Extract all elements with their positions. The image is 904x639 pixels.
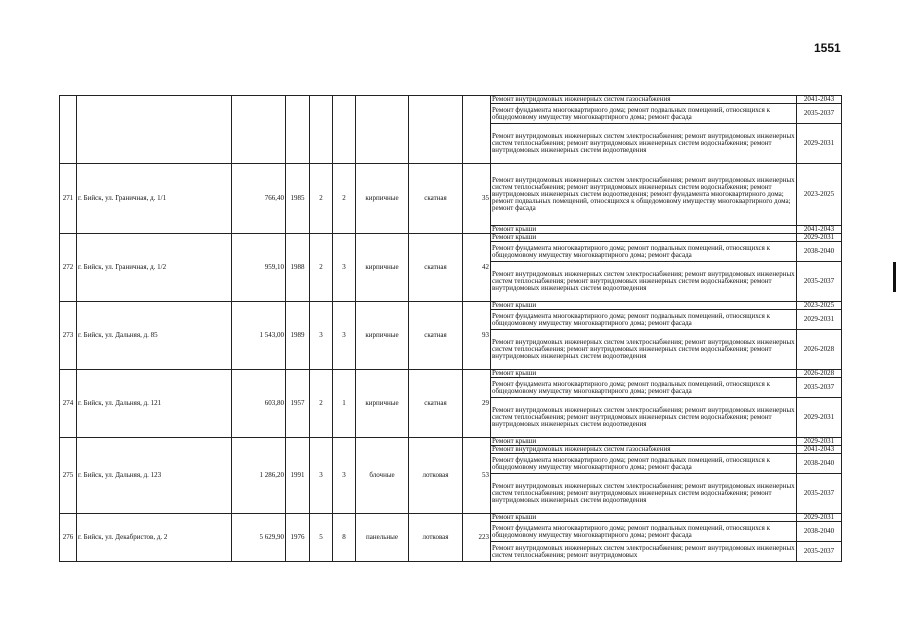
entrance-count: 3 — [333, 302, 356, 370]
work-period: 2023-2025 — [797, 164, 842, 226]
wall-material: кирпичные — [356, 164, 409, 234]
build-year: 1976 — [286, 514, 310, 562]
housing-register-table — [59, 95, 842, 562]
table-row — [60, 370, 842, 378]
work-period: 2026-2028 — [797, 330, 842, 370]
work-period: 2035-2037 — [797, 104, 842, 124]
work-type: Ремонт фундамента многоквартирного дома; ремонт подвальных помещений, относящихся к общедомовому имуществу многоквартирного дома; ремонт фасада — [491, 242, 797, 262]
work-period: 2041-2043 — [797, 226, 842, 234]
resident-count: 29 — [463, 370, 491, 438]
roof-type: скатная — [409, 164, 463, 234]
work-period: 2023-2025 — [797, 302, 842, 310]
wall-material: блочные — [356, 438, 409, 514]
floor-count: 3 — [310, 302, 333, 370]
work-period: 2029-2031 — [797, 124, 842, 164]
build-year: 1985 — [286, 164, 310, 234]
wall-material: кирпичные — [356, 370, 409, 438]
total-area — [232, 96, 286, 164]
table-body — [60, 96, 842, 562]
resident-count — [463, 96, 491, 164]
resident-count: 35 — [463, 164, 491, 234]
work-type: Ремонт фундамента многоквартирного дома; ремонт подвальных помещений, относящихся к общедомовому имуществу многоквартирного дома; ремонт фасада — [491, 522, 797, 542]
build-year: 1988 — [286, 234, 310, 302]
row-number: 271 — [60, 164, 77, 234]
total-area: 603,80 — [232, 370, 286, 438]
row-number: 276 — [60, 514, 77, 562]
work-type: Ремонт крыши — [491, 302, 797, 310]
table-row — [60, 96, 842, 104]
work-type: Ремонт внутридомовых инженерных систем электроснабжения; ремонт внутридомовых инженерных систем теплоснабжения; ремонт внутридомовых — [491, 542, 797, 562]
work-period: 2038-2040 — [797, 242, 842, 262]
wall-material — [356, 96, 409, 164]
work-type: Ремонт крыши — [491, 234, 797, 242]
house-address: г. Бийск, ул. Граничная, д. 1/2 — [77, 234, 232, 302]
work-type: Ремонт крыши — [491, 514, 797, 522]
total-area: 1 543,00 — [232, 302, 286, 370]
work-type: Ремонт внутридомовых инженерных систем газоснабжения — [491, 446, 797, 454]
scan-edge-mark — [893, 262, 896, 292]
total-area: 5 629,90 — [232, 514, 286, 562]
work-period: 2035-2037 — [797, 262, 842, 302]
row-number: 272 — [60, 234, 77, 302]
wall-material: кирпичные — [356, 302, 409, 370]
house-address: г. Бийск, ул. Дальняя, д. 123 — [77, 438, 232, 514]
work-type: Ремонт внутридомовых инженерных систем электроснабжения; ремонт внутридомовых инженерных систем теплоснабжения; ремонт внутридомовых инженерных систем водоснабжения; ремонт внутридомовых инженерных систем водоотведения — [491, 474, 797, 514]
house-address: г. Бийск, ул. Дальняя, д. 121 — [77, 370, 232, 438]
table-row — [60, 514, 842, 522]
work-type: Ремонт внутридомовых инженерных систем электроснабжения; ремонт внутридомовых инженерных систем теплоснабжения; ремонт внутридомовых инженерных систем водоснабжения; ремонт внутридомовых инженерных систем водоотведения — [491, 398, 797, 438]
work-type: Ремонт крыши — [491, 226, 797, 234]
roof-type: лотковая — [409, 514, 463, 562]
total-area: 959,10 — [232, 234, 286, 302]
total-area: 766,40 — [232, 164, 286, 234]
floor-count: 2 — [310, 234, 333, 302]
work-period: 2029-2031 — [797, 514, 842, 522]
total-area: 1 286,20 — [232, 438, 286, 514]
work-type: Ремонт внутридомовых инженерных систем электроснабжения; ремонт внутридомовых инженерных систем теплоснабжения; ремонт внутридомовых инженерных систем водоснабжения; ремонт внутридомовых инженерных систем водоотведения — [491, 262, 797, 302]
house-address: г. Бийск, ул. Дальняя, д. 85 — [77, 302, 232, 370]
work-type: Ремонт фундамента многоквартирного дома; ремонт подвальных помещений, относящихся к общедомовому имуществу многоквартирного дома; ремонт фасада — [491, 310, 797, 330]
work-period: 2029-2031 — [797, 310, 842, 330]
table-row — [60, 302, 842, 310]
work-type: Ремонт внутридомовых инженерных систем газоснабжения — [491, 96, 797, 104]
floor-count: 2 — [310, 164, 333, 234]
row-number — [60, 96, 77, 164]
resident-count: 53 — [463, 438, 491, 514]
entrance-count: 8 — [333, 514, 356, 562]
entrance-count — [333, 96, 356, 164]
wall-material: панельные — [356, 514, 409, 562]
build-year — [286, 96, 310, 164]
build-year: 1989 — [286, 302, 310, 370]
row-number: 275 — [60, 438, 77, 514]
entrance-count: 3 — [333, 234, 356, 302]
roof-type: скатная — [409, 370, 463, 438]
house-address — [77, 96, 232, 164]
build-year: 1957 — [286, 370, 310, 438]
entrance-count: 3 — [333, 438, 356, 514]
work-type: Ремонт крыши — [491, 438, 797, 446]
work-type: Ремонт внутридомовых инженерных систем электроснабжения; ремонт внутридомовых инженерных систем теплоснабжения; ремонт внутридомовых инженерных систем водоснабжения; ремонт внутридомовых инженерных систем водоотведения; ремонт фундамента многоквартирного дома; ремонт подвальных помещений, относящихся к общедомовому имуществу многоквартирного дома; ремонт фасада — [491, 164, 797, 226]
roof-type: лотковая — [409, 438, 463, 514]
house-address: г. Бийск, ул. Декабристов, д. 2 — [77, 514, 232, 562]
work-period: 2026-2028 — [797, 370, 842, 378]
roof-type — [409, 96, 463, 164]
work-period: 2029-2031 — [797, 234, 842, 242]
work-type: Ремонт внутридомовых инженерных систем электроснабжения; ремонт внутридомовых инженерных систем теплоснабжения; ремонт внутридомовых инженерных систем водоснабжения; ремонт внутридомовых инженерных систем водоотведения — [491, 124, 797, 164]
work-period: 2035-2037 — [797, 542, 842, 562]
work-period: 2029-2031 — [797, 398, 842, 438]
work-period: 2038-2040 — [797, 522, 842, 542]
floor-count — [310, 96, 333, 164]
work-period: 2029-2031 — [797, 438, 842, 446]
row-number: 274 — [60, 370, 77, 438]
work-type: Ремонт фундамента многоквартирного дома; ремонт подвальных помещений, относящихся к общедомовому имуществу многоквартирного дома; ремонт фасада — [491, 454, 797, 474]
work-type: Ремонт внутридомовых инженерных систем электроснабжения; ремонт внутридомовых инженерных систем теплоснабжения; ремонт внутридомовых инженерных систем водоснабжения; ремонт внутридомовых инженерных систем водоотведения — [491, 330, 797, 370]
roof-type: скатная — [409, 234, 463, 302]
row-number: 273 — [60, 302, 77, 370]
build-year: 1991 — [286, 438, 310, 514]
work-period: 2041-2043 — [797, 96, 842, 104]
work-period: 2035-2037 — [797, 378, 842, 398]
entrance-count: 1 — [333, 370, 356, 438]
resident-count: 93 — [463, 302, 491, 370]
house-address: г. Бийск, ул. Граничная, д. 1/1 — [77, 164, 232, 234]
floor-count: 3 — [310, 438, 333, 514]
floor-count: 2 — [310, 370, 333, 438]
work-type: Ремонт крыши — [491, 370, 797, 378]
table-row — [60, 438, 842, 446]
wall-material: кирпичные — [356, 234, 409, 302]
table-row — [60, 234, 842, 242]
work-period: 2035-2037 — [797, 474, 842, 514]
work-period: 2041-2043 — [797, 446, 842, 454]
page-number: 1551 — [814, 41, 841, 55]
work-type: Ремонт фундамента многоквартирного дома; ремонт подвальных помещений, относящихся к общедомовому имуществу многоквартирного дома; ремонт фасада — [491, 104, 797, 124]
work-type: Ремонт фундамента многоквартирного дома; ремонт подвальных помещений, относящихся к общедомовому имуществу многоквартирного дома; ремонт фасада — [491, 378, 797, 398]
roof-type: скатная — [409, 302, 463, 370]
table-row — [60, 164, 842, 226]
entrance-count: 2 — [333, 164, 356, 234]
floor-count: 5 — [310, 514, 333, 562]
resident-count: 223 — [463, 514, 491, 562]
work-period: 2038-2040 — [797, 454, 842, 474]
resident-count: 42 — [463, 234, 491, 302]
